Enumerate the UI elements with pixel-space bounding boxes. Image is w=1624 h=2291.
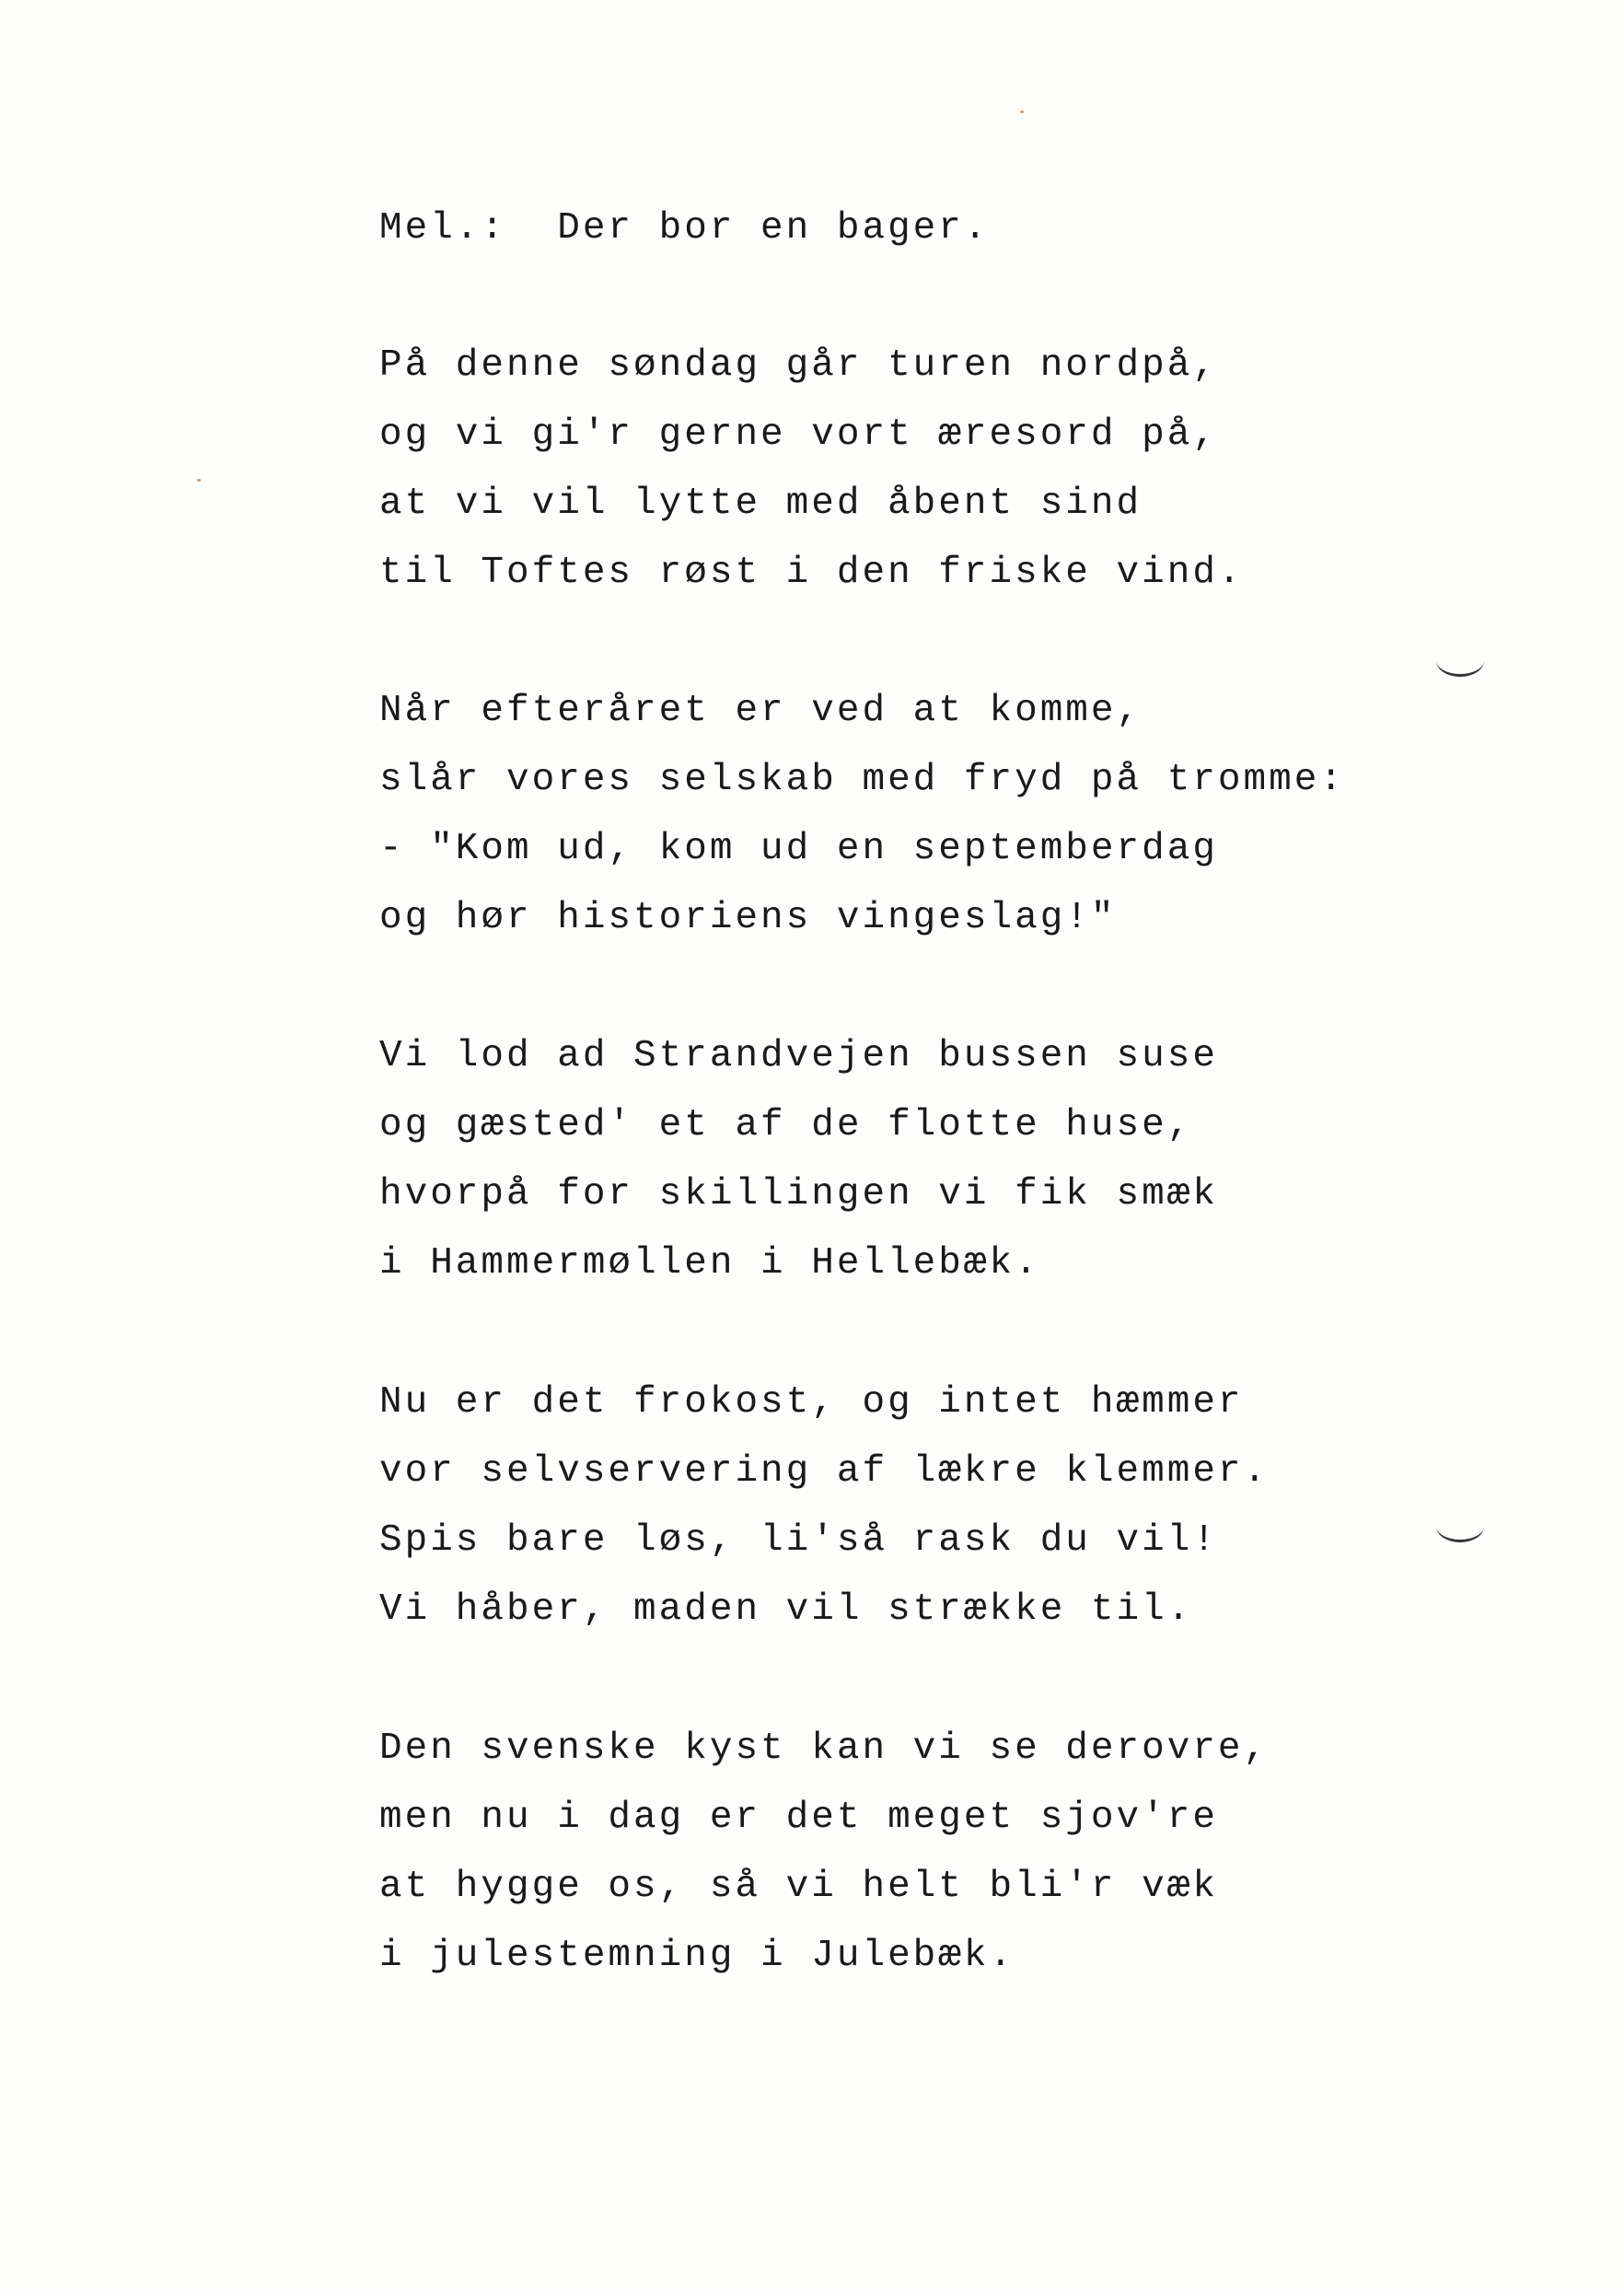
verse-line: vor selvservering af lækre klemmer. (379, 1450, 1270, 1493)
stanza-5 (379, 1715, 1269, 1991)
verse-line: i julestemning i Julebæk. (379, 1935, 1015, 1977)
verse-line: Spis bare løs, li'så rask du vil! (379, 1519, 1218, 1562)
verse-line: i Hammermøllen i Hellebæk. (379, 1242, 1040, 1285)
paper-speck (197, 479, 201, 482)
verse-line: slår vores selskab med fryd på tromme: (379, 759, 1345, 801)
verse-line: at hygge os, så vi helt bli'r væk (379, 1866, 1218, 1908)
stanza-3 (379, 1022, 1218, 1298)
verse-line: Den svenske kyst kan vi se derovre, (379, 1727, 1270, 1770)
verse-line: Vi lod ad Strandvejen bussen suse (379, 1035, 1218, 1077)
verse-line: Vi håber, maden vil strække til. (379, 1588, 1193, 1631)
melody-line: Mel.: Der bor en bager. (379, 207, 990, 250)
verse-line: hvorpå for skillingen vi fik smæk (379, 1173, 1218, 1215)
stanza-2 (379, 677, 1345, 953)
verse-line: og gæsted' et af de flotte huse, (379, 1104, 1193, 1146)
verse-line: Når efteråret er ved at komme, (379, 690, 1143, 732)
punch-hole-bottom (1436, 1510, 1484, 1542)
punch-hole-top (1436, 645, 1484, 677)
stanza-4 (379, 1368, 1269, 1645)
verse-line: Nu er det frokost, og intet hæmmer (379, 1381, 1244, 1424)
verse-line: og hør historiens vingeslag!" (379, 897, 1117, 939)
stanza-1 (379, 331, 1244, 608)
verse-line: til Toftes røst i den friske vind. (379, 552, 1244, 594)
verse-line: men nu i dag er det meget sjov're (379, 1797, 1218, 1839)
paper-speck (1020, 110, 1024, 113)
verse-line: og vi gi'r gerne vort æresord på, (379, 413, 1218, 456)
verse-line: - "Kom ud, kom ud en septemberdag (379, 828, 1218, 870)
verse-line: at vi vil lytte med åbent sind (379, 483, 1143, 525)
verse-line: På denne søndag går turen nordpå, (379, 344, 1218, 387)
